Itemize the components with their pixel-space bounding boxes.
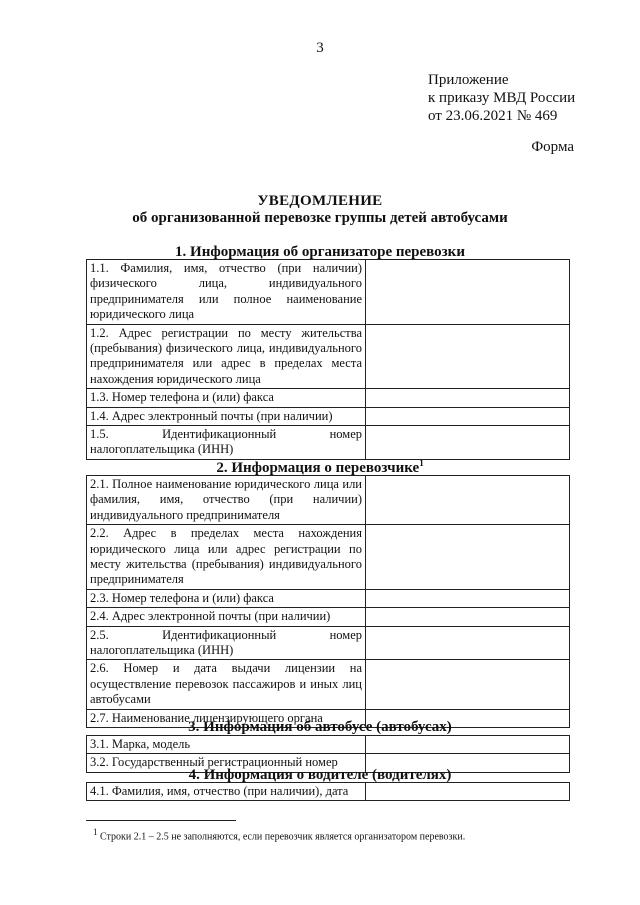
table-row [87,589,570,607]
driver-info-table [86,782,570,801]
table-row [87,626,570,660]
table-row [87,407,570,425]
row-value-field[interactable] [366,608,570,626]
table-row [87,736,570,754]
row-label: 2.4. Адрес электронной почты (при наличии) [87,608,366,626]
row-label: 2.2. Адрес в пределах места нахождения юридического лица или адрес регистрации по месту жительства (пребывания) индивидуального предпринимателя [87,525,366,590]
row-label: 2.6. Номер и дата выдачи лицензии на осуществление перевозок пассажиров и иных лиц автобусами [87,660,366,709]
appendix-line-2: к приказу МВД России [428,90,576,106]
row-value-field[interactable] [366,407,570,425]
table-row [87,426,570,460]
row-label: 1.5. Идентификационный номер налогоплательщика (ИНН) [87,426,366,460]
section-heading-text: 3. Информация об автобусе (автобусах) [188,719,452,735]
section-heading-text: 2. Информация о перевозчике [216,460,420,476]
document-title: УВЕДОМЛЕНИЕ [257,193,383,209]
footnote [93,827,465,842]
row-label: 4.1. Фамилия, имя, отчество (при наличии), дата [87,783,366,801]
row-value-field[interactable] [366,783,570,801]
organizer-info-table [86,259,570,460]
table-row [87,389,570,407]
row-value-field[interactable] [366,324,570,389]
row-label: 2.1. Полное наименование юридического лица или фамилия, имя, отчество (при наличии) индивидуального предпринимателя [87,476,366,525]
form-label: Форма [531,139,574,155]
table-row [87,525,570,590]
row-label: 3.2. Государственный регистрационный номер [87,754,366,772]
table-row [87,476,570,525]
section-heading-bus [70,719,570,736]
row-label: 1.2. Адрес регистрации по месту жительства (пребывания) физического лица, индивидуального предпринимателя или адрес в пределах места нахождения юридического лица [87,324,366,389]
carrier-info-table [86,475,570,728]
row-label: 2.5. Идентификационный номер налогоплательщика (ИНН) [87,626,366,660]
table-row [87,660,570,709]
row-value-field[interactable] [366,660,570,709]
footnote-mark: 1 [93,827,98,837]
row-value-field[interactable] [366,260,570,325]
appendix-line-3: от 23.06.2021 № 469 [428,108,558,124]
table-row [87,324,570,389]
footnote-text: Строки 2.1 – 2.5 не заполняются, если перевозчик является организатором перевозки. [100,831,466,843]
row-value-field[interactable] [366,626,570,660]
row-value-field[interactable] [366,736,570,754]
row-label: 1.1. Фамилия, имя, отчество (при наличии) физического лица, индивидуального предпринимателя или полное наименование юридического лица [87,260,366,325]
row-value-field[interactable] [366,426,570,460]
footnote-divider [86,820,236,821]
table-row [87,260,570,325]
row-value-field[interactable] [366,476,570,525]
row-value-field[interactable] [366,389,570,407]
row-value-field[interactable] [366,589,570,607]
row-label: 2.3. Номер телефона и (или) факса [87,589,366,607]
row-label: 1.3. Номер телефона и (или) факса [87,389,366,407]
page-number: 3 [316,40,324,56]
row-value-field[interactable] [366,525,570,590]
section-heading-text: 1. Информация об организаторе перевозки [175,244,465,260]
section-heading-text: 4. Информация о водителе (водителях) [188,767,452,783]
footnote-marker: 1 [419,458,424,468]
table-row [87,783,570,801]
row-label: 1.4. Адрес электронный почты (при наличии) [87,407,366,425]
row-label: 3.1. Марка, модель [87,736,366,754]
table-row [87,608,570,626]
appendix-line-1: Приложение [428,72,509,88]
document-subtitle: об организованной перевозке группы детей автобусами [132,210,508,226]
row-label: 2.7. Наименование лицензирующего органа [87,709,366,727]
